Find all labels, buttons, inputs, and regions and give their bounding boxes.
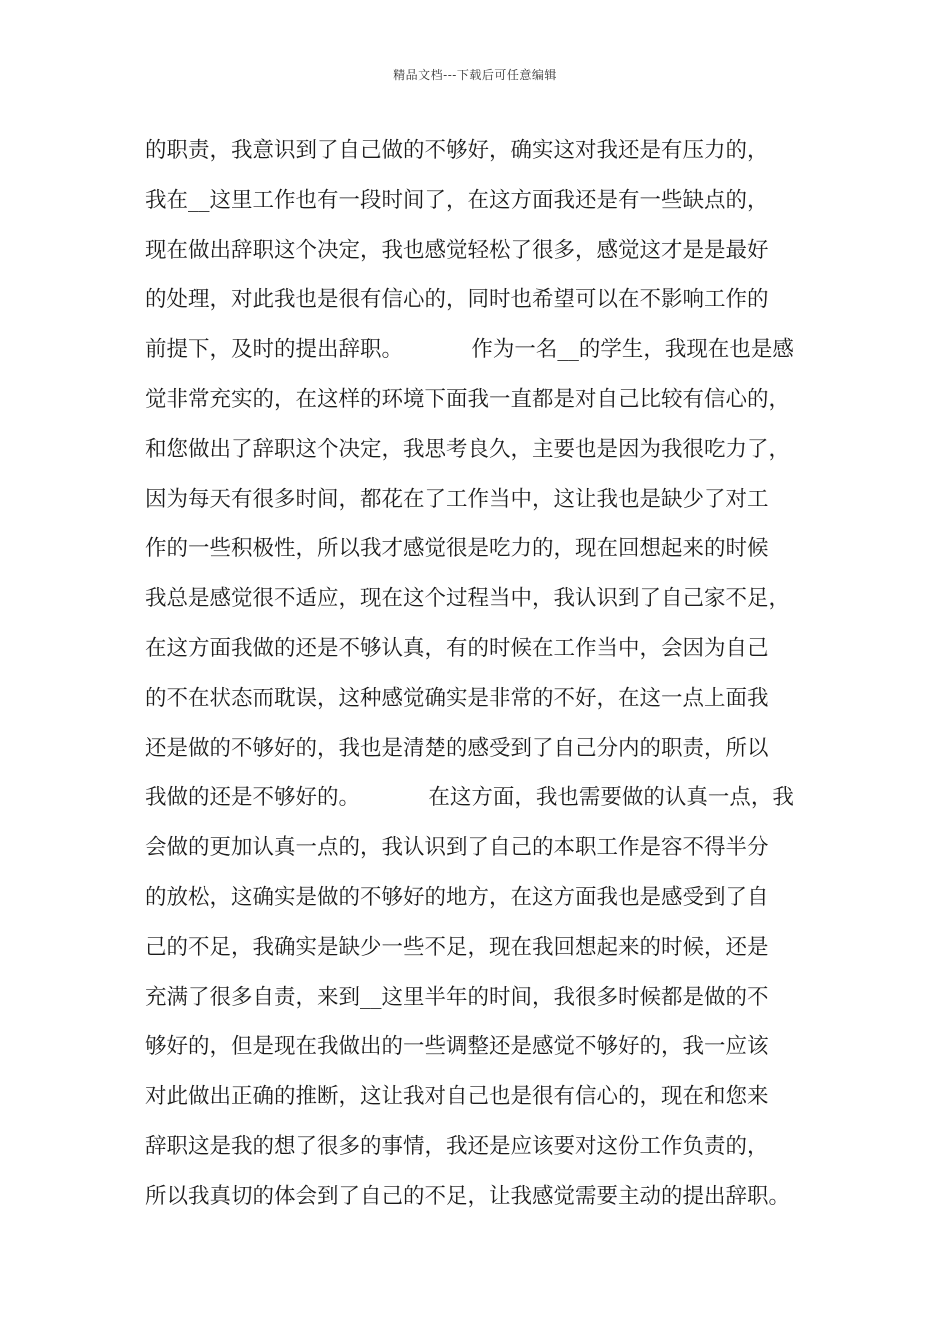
text-line: 在这方面我做的还是不够认真，有的时候在工作当中，会因为自己 — [145, 635, 769, 661]
text-line: 还是做的不够好的，我也是清楚的感受到了自己分内的职责，所以 — [145, 735, 769, 761]
text-line: 和您做出了辞职这个决定，我思考良久，主要也是因为我很吃力了， — [145, 436, 791, 462]
text-line: 对此做出正确的推断，这让我对自己也是很有信心的，现在和您来 — [145, 1084, 769, 1110]
text-line: 的职责，我意识到了自己做的不够好，确实这对我还是有压力的， — [145, 138, 769, 163]
body-text — [145, 130, 835, 1226]
text-line: 会做的更加认真一点的，我认识到了自己的本职工作是容不得半分 — [145, 835, 769, 861]
text-line: 现在做出辞职这个决定，我也感觉轻松了很多，感觉这才是是最好 — [145, 237, 769, 263]
text-line: 我总是感觉很不适应，现在这个过程当中，我认识到了自己家不足， — [145, 586, 791, 612]
text-line: 因为每天有很多时间，都花在了工作当中，这让我也是缺少了对工 — [145, 486, 769, 512]
text-line: 的处理，对此我也是很有信心的，同时也希望可以在不影响工作的 — [145, 287, 769, 313]
text-line: 充满了很多自责，来到__这里半年的时间，我很多时候都是做的不 — [145, 984, 769, 1010]
text-line: 的不在状态而耽误，这种感觉确实是非常的不好，在这一点上面我 — [145, 685, 769, 711]
text-line: 我做的还是不够好的。 在这方面，我也需要做的认真一点，我 — [145, 785, 794, 811]
text-line: 的放松，这确实是做的不够好的地方，在这方面我也是感受到了自 — [145, 884, 769, 910]
text-line: 辞职这是我的想了很多的事情，我还是应该要对这份工作负责的， — [145, 1133, 769, 1159]
page-header: 精品文档---下载后可任意编辑 — [393, 68, 557, 82]
text-line: 我在__这里工作也有一段时间了，在这方面我还是有一些缺点的， — [145, 187, 769, 213]
text-line: 所以我真切的体会到了自己的不足，让我感觉需要主动的提出辞职。 — [145, 1183, 791, 1209]
text-line: 够好的，但是现在我做出的一些调整还是感觉不够好的，我一应该 — [145, 1034, 769, 1060]
text-line: 作的一些积极性，所以我才感觉很是吃力的，现在回想起来的时候 — [145, 536, 769, 562]
text-line: 前提下，及时的提出辞职。 作为一名__的学生，我现在也是感 — [145, 337, 794, 363]
text-line: 觉非常充实的，在这样的环境下面我一直都是对自己比较有信心的， — [145, 386, 791, 412]
text-line: 己的不足，我确实是缺少一些不足，现在我回想起来的时候，还是 — [145, 934, 769, 960]
